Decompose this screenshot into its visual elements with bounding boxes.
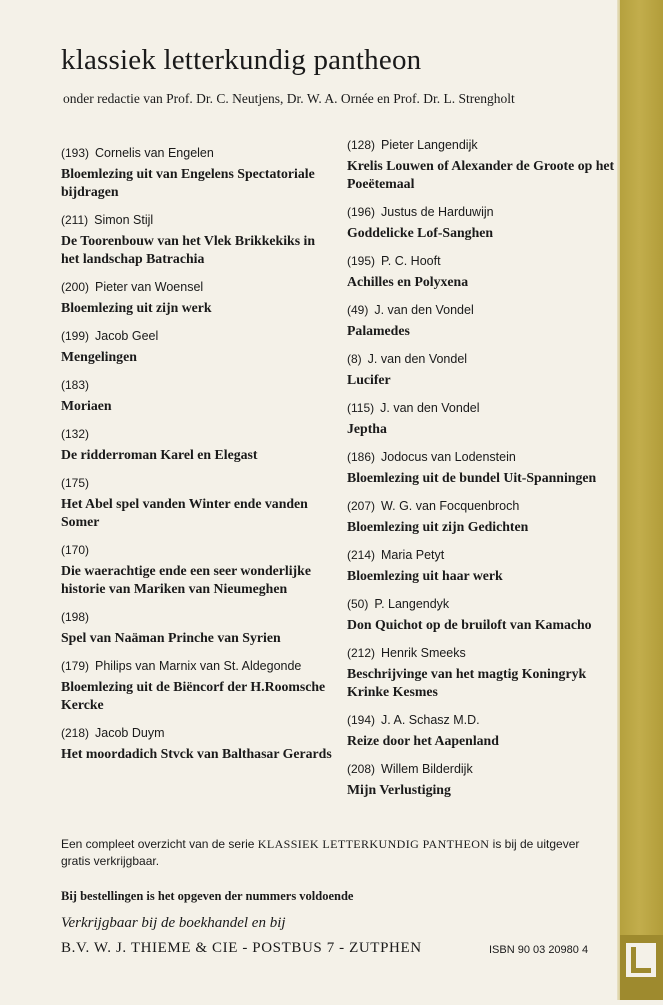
catalog-entry: [61, 327, 336, 366]
catalog-entry: [347, 760, 619, 799]
entry-title: Bloemlezing uit zijn werk: [61, 300, 212, 315]
entry-title: Bloemlezing uit zijn Gedichten: [347, 519, 529, 534]
entry-author: J. van den Vondel: [367, 352, 468, 366]
entry-header: [347, 760, 619, 778]
entry-title: Beschrijvinge van het magtig Koningryk Krinke Kesmes: [347, 666, 587, 699]
entry-header: [347, 595, 619, 613]
entry-number: (8): [347, 352, 362, 366]
order-note: Bij bestellingen is het opgeven der nummers voldoende: [61, 889, 354, 903]
publisher-address: B.V. W. J. THIEME & CIE - POSTBUS 7 - ZUTPHEN: [61, 940, 422, 956]
entry-number: (170): [61, 543, 90, 557]
entry-number: (194): [347, 713, 376, 727]
entry-header: [61, 278, 336, 296]
entry-title: Goddelicke Lof-Sanghen: [347, 225, 494, 240]
entry-author: Jacob Duym: [95, 726, 165, 740]
entry-header: [61, 327, 336, 345]
entry-author: J. van den Vondel: [374, 303, 474, 317]
entry-title: Palamedes: [347, 323, 410, 338]
entry-author: Henrik Smeeks: [381, 646, 466, 660]
entry-number: (193): [61, 146, 90, 160]
entry-number: (128): [347, 138, 376, 152]
catalog-entry: [347, 350, 619, 389]
editors-line: onder redactie van Prof. Dr. C. Neutjens, Dr. W. A. Ornée en Prof. Dr. L. Strengholt: [63, 91, 515, 106]
entry-number: (218): [61, 726, 90, 740]
isbn-number: ISBN 90 03 20980 4: [489, 944, 589, 956]
entry-title: Die waerachtige ende een seer wonderlijke historie van Mariken van Nieumeghen: [61, 563, 311, 596]
catalog-entry: [347, 136, 619, 193]
entry-title: Het Abel spel vanden Winter ende vanden Somer: [61, 496, 308, 529]
entry-author: Jacob Geel: [95, 329, 159, 343]
entry-number: (49): [347, 303, 369, 317]
entry-number: (208): [347, 762, 376, 776]
entry-title: Lucifer: [347, 372, 391, 387]
entry-title: Krelis Louwen of Alexander de Groote op het Poeëtemaal: [347, 158, 615, 191]
catalog-entry: [347, 546, 619, 585]
entry-author: Justus de Harduwijn: [381, 205, 494, 219]
entry-number: (132): [61, 427, 90, 441]
entry-number: (196): [347, 205, 376, 219]
entry-author: Simon Stijl: [94, 213, 154, 227]
entry-number: (212): [347, 646, 376, 660]
entry-number: (115): [347, 401, 375, 415]
entry-number: (211): [61, 213, 89, 227]
entry-title: De Toorenbouw van het Vlek Brikkekiks in het landschap Batrachia: [61, 233, 316, 266]
entry-number: (186): [347, 450, 376, 464]
entry-number: (183): [61, 378, 90, 392]
catalog-entry: [61, 278, 336, 317]
entry-header: [61, 425, 336, 443]
catalog-entry: [347, 711, 619, 750]
entry-title: Don Quichot op de bruiloft van Kamacho: [347, 617, 592, 632]
entry-header: [347, 546, 619, 564]
entry-author: Philips van Marnix van St. Aldegonde: [95, 659, 302, 673]
entry-title: Bloemlezing uit de bundel Uit-Spanningen: [347, 470, 597, 485]
entry-number: (207): [347, 499, 376, 513]
entry-header: [347, 350, 619, 368]
entry-number: (199): [61, 329, 90, 343]
catalog-entry: [61, 657, 336, 714]
entry-number: (200): [61, 280, 90, 294]
catalog-entry: [61, 211, 336, 268]
entry-author: Pieter Langendijk: [381, 138, 478, 152]
entry-number: (214): [347, 548, 376, 562]
series-title: klassiek letterkundig pantheon: [61, 44, 422, 76]
info-text-after: is bij de uitgever gratis verkrijgbaar.: [61, 837, 580, 868]
entry-number: (175): [61, 476, 90, 490]
entry-author: J. A. Schasz M.D.: [381, 713, 480, 727]
catalog-entry: [61, 474, 336, 531]
entry-author: J. van den Vondel: [380, 401, 480, 415]
entry-title: Het moordadich Stvck van Balthasar Gerards: [61, 746, 332, 761]
entry-title: Moriaen: [61, 398, 112, 413]
entry-number: (195): [347, 254, 376, 268]
entry-header: [61, 608, 336, 626]
entry-header: [347, 136, 619, 154]
entry-number: (198): [61, 610, 90, 624]
catalog-entry: [61, 541, 336, 598]
catalog-entry: [61, 608, 336, 647]
entry-title: Achilles en Polyxena: [347, 274, 469, 289]
entry-header: [347, 644, 619, 662]
availability-line: Verkrijgbaar bij de boekhandel en bij: [61, 915, 286, 931]
entry-number: (179): [61, 659, 90, 673]
entry-header: [347, 711, 619, 729]
entry-header: [347, 301, 619, 319]
entry-header: [347, 448, 619, 466]
entry-author: W. G. van Focquenbroch: [381, 499, 520, 513]
entry-title: Bloemlezing uit haar werk: [347, 568, 503, 583]
catalog-entry: [347, 595, 619, 634]
publisher-logo-icon: [620, 935, 663, 1000]
entry-number: (50): [347, 597, 369, 611]
entry-title: Jeptha: [347, 421, 387, 436]
entry-title: Bloemlezing uit de Biëncorf der H.Roomsche Kercke: [61, 679, 326, 712]
entry-header: [347, 497, 619, 515]
catalog-entry: [347, 448, 619, 487]
entry-author: Cornelis van Engelen: [95, 146, 214, 160]
entry-author: Willem Bilderdijk: [381, 762, 473, 776]
entry-title: Spel van Naäman Princhе van Syrien: [61, 630, 281, 645]
catalog-entry: [61, 376, 336, 415]
entry-title: Mijn Verlustiging: [347, 782, 451, 797]
catalog-entry: [61, 425, 336, 464]
entry-header: [61, 376, 336, 394]
catalog-entry: [347, 252, 619, 291]
catalog-entry: [347, 301, 619, 340]
left-column: [61, 144, 336, 773]
entry-author: P. C. Hooft: [381, 254, 441, 268]
entry-header: [61, 541, 336, 559]
catalog-entry: [347, 497, 619, 536]
catalog-entry: [61, 144, 336, 201]
entry-author: P. Langendyk: [374, 597, 450, 611]
entry-header: [61, 474, 336, 492]
series-info: [61, 836, 581, 870]
entry-title: Bloemlezing uit van Engelens Spectatoriale bijdragen: [61, 166, 315, 199]
entry-author: Pieter van Woensel: [95, 280, 204, 294]
entry-author: Jodocus van Lodenstein: [381, 450, 516, 464]
entry-author: Maria Petyt: [381, 548, 445, 562]
entry-title: Mengelingen: [61, 349, 137, 364]
entry-header: [347, 203, 619, 221]
entry-title: De ridderroman Karel en Elegast: [61, 447, 258, 462]
entry-header: [61, 724, 336, 742]
right-column: [347, 136, 619, 809]
catalog-entry: [347, 399, 619, 438]
entry-header: [61, 211, 336, 229]
entry-header: [61, 657, 336, 675]
entry-header: [347, 399, 619, 417]
catalog-entry: [61, 724, 336, 763]
info-text-before: Een compleet overzicht van de serie: [61, 837, 258, 851]
catalog-entry: [347, 203, 619, 242]
book-spine: [620, 0, 663, 1000]
catalog-entry: [347, 644, 619, 701]
entry-header: [347, 252, 619, 270]
entry-title: Reize door het Aapenland: [347, 733, 499, 748]
entry-header: [61, 144, 336, 162]
series-name: KLASSIEK LETTERKUNDIG PANTHEON: [257, 837, 490, 851]
